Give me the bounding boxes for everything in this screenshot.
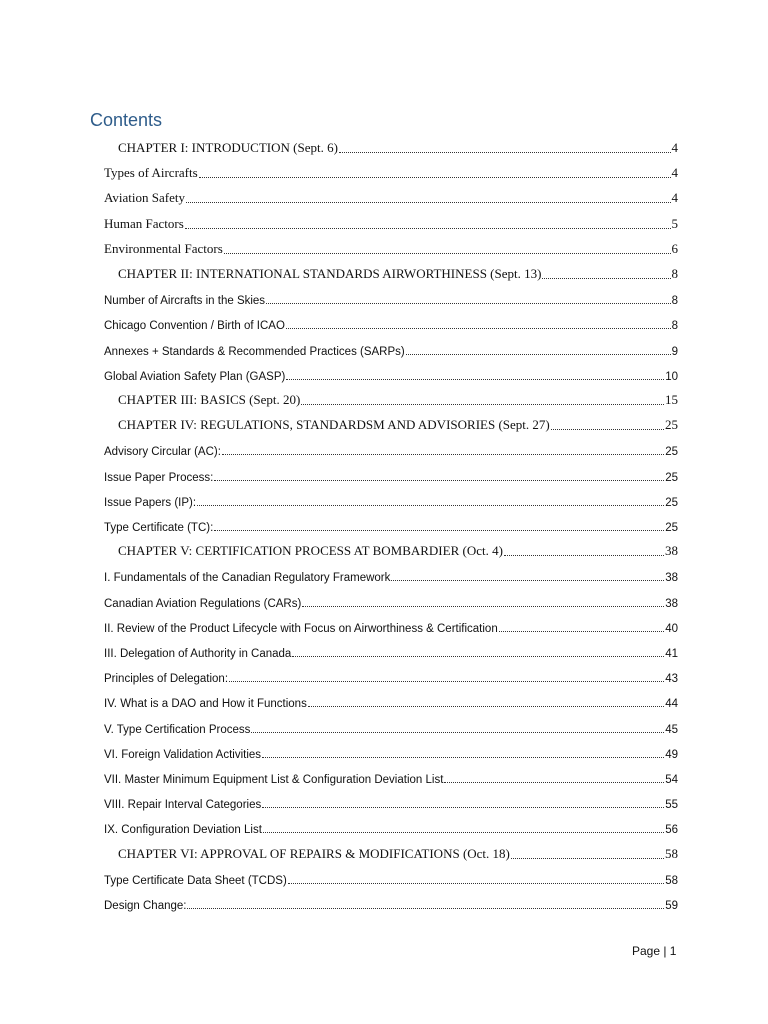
toc-dot-leader [199,177,671,178]
toc-entry-page-number: 8 [671,320,678,333]
toc-dot-leader [292,656,664,657]
toc-entry[interactable] [104,283,678,307]
toc-entry-title: Type Certificate (TC): [104,522,214,534]
toc-entry-title: Chicago Convention / Birth of ICAO [104,320,285,333]
toc-dot-leader [214,480,664,481]
toc-entry-page-number: 38 [665,572,678,585]
toc-dot-leader [339,152,671,153]
toc-entry-page-number: 10 [665,370,678,383]
toc-dot-leader [251,732,664,733]
toc-entry-title: Types of Aircrafts [104,165,198,181]
toc-entry-title: CHAPTER II: INTERNATIONAL STANDARDS AIRWORTHINESS (Sept. 13) [118,266,542,281]
toc-dot-leader [197,505,664,506]
toc-entry-title: Number of Aircrafts in the Skies [104,295,266,308]
toc-dot-leader [286,328,671,329]
toc-entry-page-number: 25 [665,471,678,484]
toc-entry-page-number: 44 [665,698,678,711]
toc-entry[interactable] [104,510,678,534]
toc-entry[interactable] [104,888,678,912]
toc-entry-title: CHAPTER IV: REGULATIONS, STANDARDSM AND ADVISORIES (Sept. 27) [118,417,550,433]
toc-dot-leader [263,832,664,833]
toc-heading: Contents [90,110,163,130]
toc-entry[interactable] [104,485,678,509]
toc-entry[interactable] [104,762,678,786]
toc-dot-leader [302,606,664,607]
toc-entry-page-number: 25 [665,417,678,433]
toc-entry-page-number: 38 [665,597,678,610]
toc-entry-title: Annexes + Standards & Recommended Practices (SARPs) [104,345,405,358]
toc-dot-leader [499,631,664,632]
toc-entry-page-number: 25 [665,446,678,459]
toc-entry[interactable] [104,863,678,887]
toc-entry[interactable] [104,535,678,559]
toc-entry-page-number: 58 [665,874,678,887]
toc-entry[interactable] [104,636,678,660]
toc-entry-page-number: 6 [671,240,678,256]
toc-entry-page-number: 43 [665,673,678,686]
toc-dot-leader [406,354,671,355]
toc-entry-page-number: 4 [671,165,678,181]
toc-entry-title: Canadian Aviation Regulations (CARs) [104,597,302,610]
toc-entry-page-number: 25 [665,496,678,509]
toc-entry-page-number: 59 [665,900,678,912]
toc-entry-page-number: 55 [665,799,678,812]
toc-dot-leader [551,429,664,430]
toc-dot-leader [222,454,664,455]
toc-entry[interactable] [104,334,678,358]
toc-dot-leader [262,807,664,808]
toc-entry[interactable] [104,359,678,383]
toc-entry-title: CHAPTER VI: APPROVAL OF REPAIRS & MODIFICATIONS (Oct. 18) [118,845,510,861]
toc-entry-title: CHAPTER I: INTRODUCTION (Sept. 6) [118,140,338,155]
toc-dot-leader [301,404,664,405]
toc-entry[interactable] [104,308,678,332]
toc-entry-title: Issue Paper Process: [104,471,214,484]
toc-entry-page-number: 49 [665,748,678,761]
toc-entry-title: V. Type Certification Process [104,723,251,736]
toc-entry-page-number: 15 [665,392,678,407]
toc-entry-title: Design Change: [104,900,187,912]
toc-dot-leader [308,706,664,707]
toc-dot-leader [542,278,670,279]
toc-entry-page-number: 25 [665,522,678,534]
toc-entry-title: VIII. Repair Interval Categories [104,799,262,812]
toc-entry[interactable] [104,686,678,710]
toc-entry-page-number: 40 [665,622,678,635]
toc-dot-leader [288,883,664,884]
toc-entry-page-number: 54 [665,774,678,786]
toc-entry-title: Global Aviation Safety Plan (GASP) [104,370,286,383]
toc-entry[interactable] [104,737,678,761]
toc-entry[interactable] [104,233,678,257]
toc-entry[interactable] [104,384,678,408]
toc-entry-title: CHAPTER V: CERTIFICATION PROCESS AT BOMBARDIER (Oct. 4) [118,543,503,559]
toc-dot-leader [286,379,664,380]
toc-dot-leader [229,681,664,682]
toc-entry-title: Issue Papers (IP): [104,496,197,509]
toc-entry-page-number: 58 [665,845,678,861]
toc-entry-title: Principles of Delegation: [104,673,229,686]
toc-dot-leader [224,253,671,254]
toc-entry[interactable] [104,787,678,811]
toc-entry[interactable] [104,611,678,635]
toc-entry[interactable] [104,838,678,862]
toc-dot-leader [214,530,664,531]
toc-entry-title: I. Fundamentals of the Canadian Regulatory Framework [104,572,391,585]
toc-entry-title: Aviation Safety [104,190,185,206]
toc-entry[interactable] [104,208,678,232]
toc-entry-title: VI. Foreign Validation Activities [104,748,262,761]
page-footer: Page | 1 [632,944,677,958]
toc-entry-title: Human Factors [104,215,184,231]
toc-entry-page-number: 56 [665,824,678,837]
toc-entry[interactable] [104,409,678,433]
toc-entry[interactable] [104,157,678,181]
toc-dot-leader [262,757,664,758]
toc-entry-page-number: 4 [671,190,678,206]
toc-dot-leader [185,228,671,229]
toc-entry-page-number: 9 [671,345,678,358]
toc-dot-leader [186,202,671,203]
toc-entry[interactable] [104,258,678,282]
toc-dot-leader [511,858,664,859]
toc-entry-title: CHAPTER III: BASICS (Sept. 20) [118,392,301,407]
toc-entry[interactable] [104,586,678,610]
toc-entry-title: III. Delegation of Authority in Canada [104,648,292,660]
toc-entry-title: Advisory Circular (AC): [104,446,221,459]
toc-entry-page-number: 38 [665,543,678,559]
toc-entry-page-number: 4 [671,140,678,155]
toc-entry-title: Type Certificate Data Sheet (TCDS) [104,874,287,887]
toc-entry[interactable] [104,132,678,156]
toc-entry-page-number: 8 [671,295,678,308]
toc-entry-title: II. Review of the Product Lifecycle with Focus on Airworthiness & Certification [104,622,498,635]
toc-entry[interactable] [104,712,678,736]
toc-entry[interactable] [104,182,678,206]
toc-dot-leader [266,303,671,304]
toc-entry-title: Environmental Factors [104,240,223,256]
toc-dot-leader [444,782,664,783]
toc-entry-title: IX. Configuration Deviation List [104,824,262,837]
toc-entry-page-number: 45 [665,723,678,736]
toc-entry-page-number: 8 [671,266,678,281]
toc-entry-page-number: 5 [671,215,678,231]
toc-dot-leader [187,908,664,909]
toc-entry-page-number: 41 [665,648,678,660]
toc-entry[interactable] [104,434,678,458]
toc-dot-leader [504,555,664,556]
toc-entry[interactable] [104,460,678,484]
toc-entry[interactable] [104,812,678,836]
toc-entry-title: VII. Master Minimum Equipment List & Configuration Deviation List [104,774,444,786]
toc-entry[interactable] [104,661,678,685]
toc-entry[interactable] [104,560,678,584]
toc-dot-leader [391,580,664,581]
toc-entry-title: IV. What is a DAO and How it Functions [104,698,307,711]
